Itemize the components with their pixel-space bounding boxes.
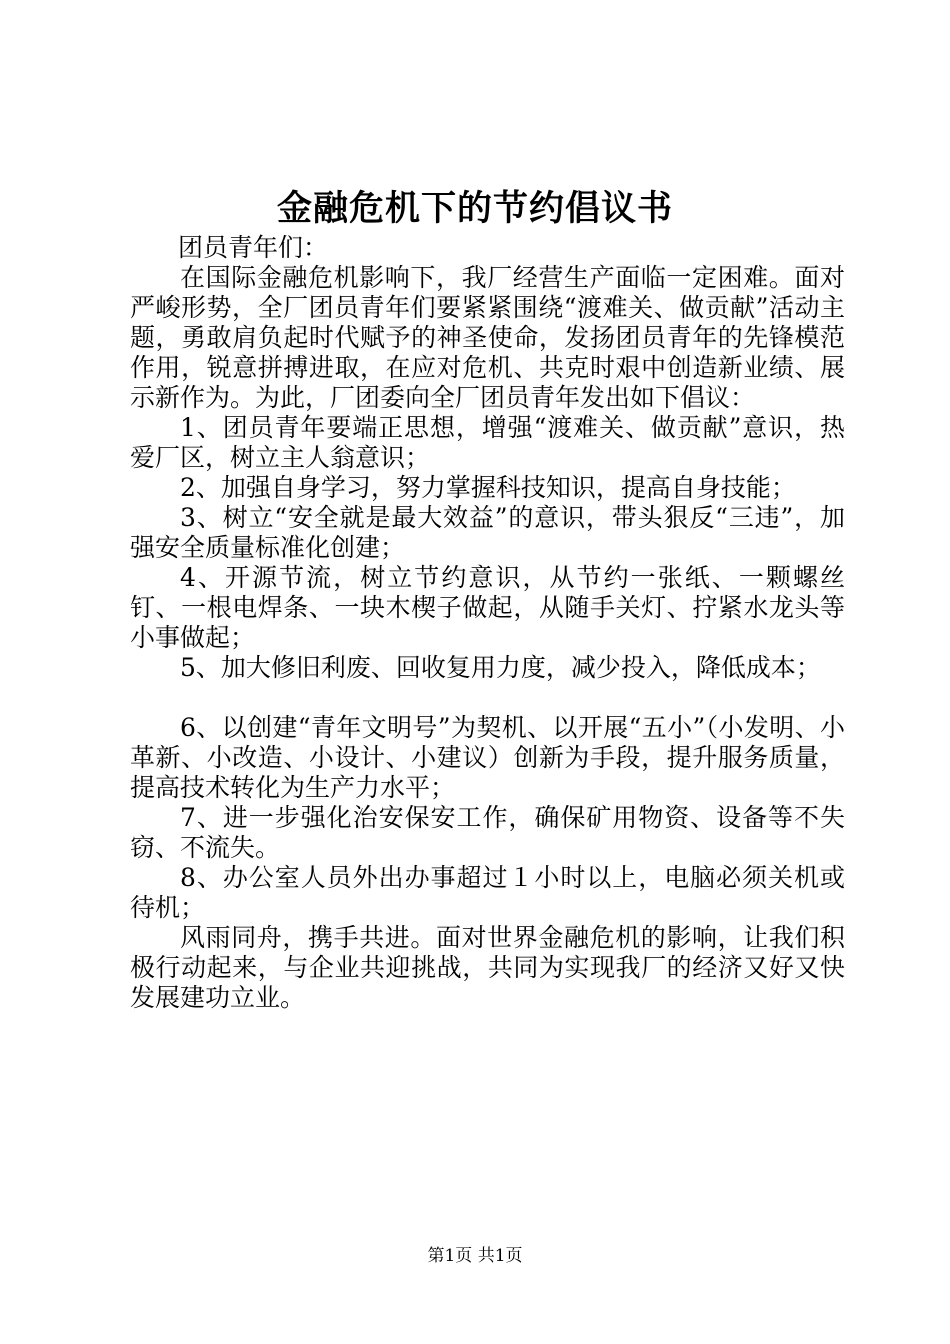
paragraph-item-6: 6、以创建“青年文明号”为契机、以开展“五小”（小发明、小革新、小改造、小设计、小建议）创新为手段，提升服务质量，提高技术转化为生产力水平； [130, 713, 845, 802]
paragraph-item-5: 5、加大修旧利废、回收复用力度，减少投入，降低成本； [180, 653, 821, 682]
paragraph-intro: 在国际金融危机影响下，我厂经营生产面临一定困难。面对严峻形势，全厂团员青年们要紧紧围绕“渡难关、做贡献”活动主题，勇敢肩负起时代赋予的神圣使命，发扬团员青年的先锋模范作用，锐意拼搏进取，在应对危机、共克时艰中创造新业绩、展示新作为。为此，厂团委向全厂团员青年发出如下倡议： [130, 263, 845, 412]
paragraph-item-7: 7、进一步强化治安保安工作，确保矿用物资、设备等不失窃、不流失。 [130, 803, 845, 862]
paragraph-item-3: 3、树立“安全就是最大效益”的意识，带头狠反“三违”，加强安全质量标准化创建； [130, 503, 845, 562]
page-number-footer: 第1页 共1页 [427, 1246, 523, 1266]
paragraph-item-8: 8、办公室人员外出办事超过１小时以上，电脑必须关机或待机； [130, 863, 845, 922]
paragraph-item-4: 4、开源节流，树立节约意识，从节约一张纸、一颗螺丝钉、一根电焊条、一块木楔子做起，从随手关灯、拧紧水龙头等小事做起； [130, 563, 845, 652]
document-body [130, 233, 845, 1013]
document-title: 金融危机下的节约倡议书 [276, 188, 673, 229]
paragraph-closing: 风雨同舟，携手共进。面对世界金融危机的影响，让我们积极行动起来，与企业共迎挑战，共同为实现我厂的经济又好又快发展建功立业。 [130, 923, 845, 1012]
salutation: 团员青年们： [178, 233, 329, 262]
paragraph-item-2: 2、加强自身学习，努力掌握科技知识，提高自身技能； [180, 473, 796, 502]
paragraph-item-1: 1、团员青年要端正思想，增强“渡难关、做贡献”意识，热爱厂区，树立主人翁意识； [130, 413, 845, 472]
blank-line [130, 683, 845, 713]
